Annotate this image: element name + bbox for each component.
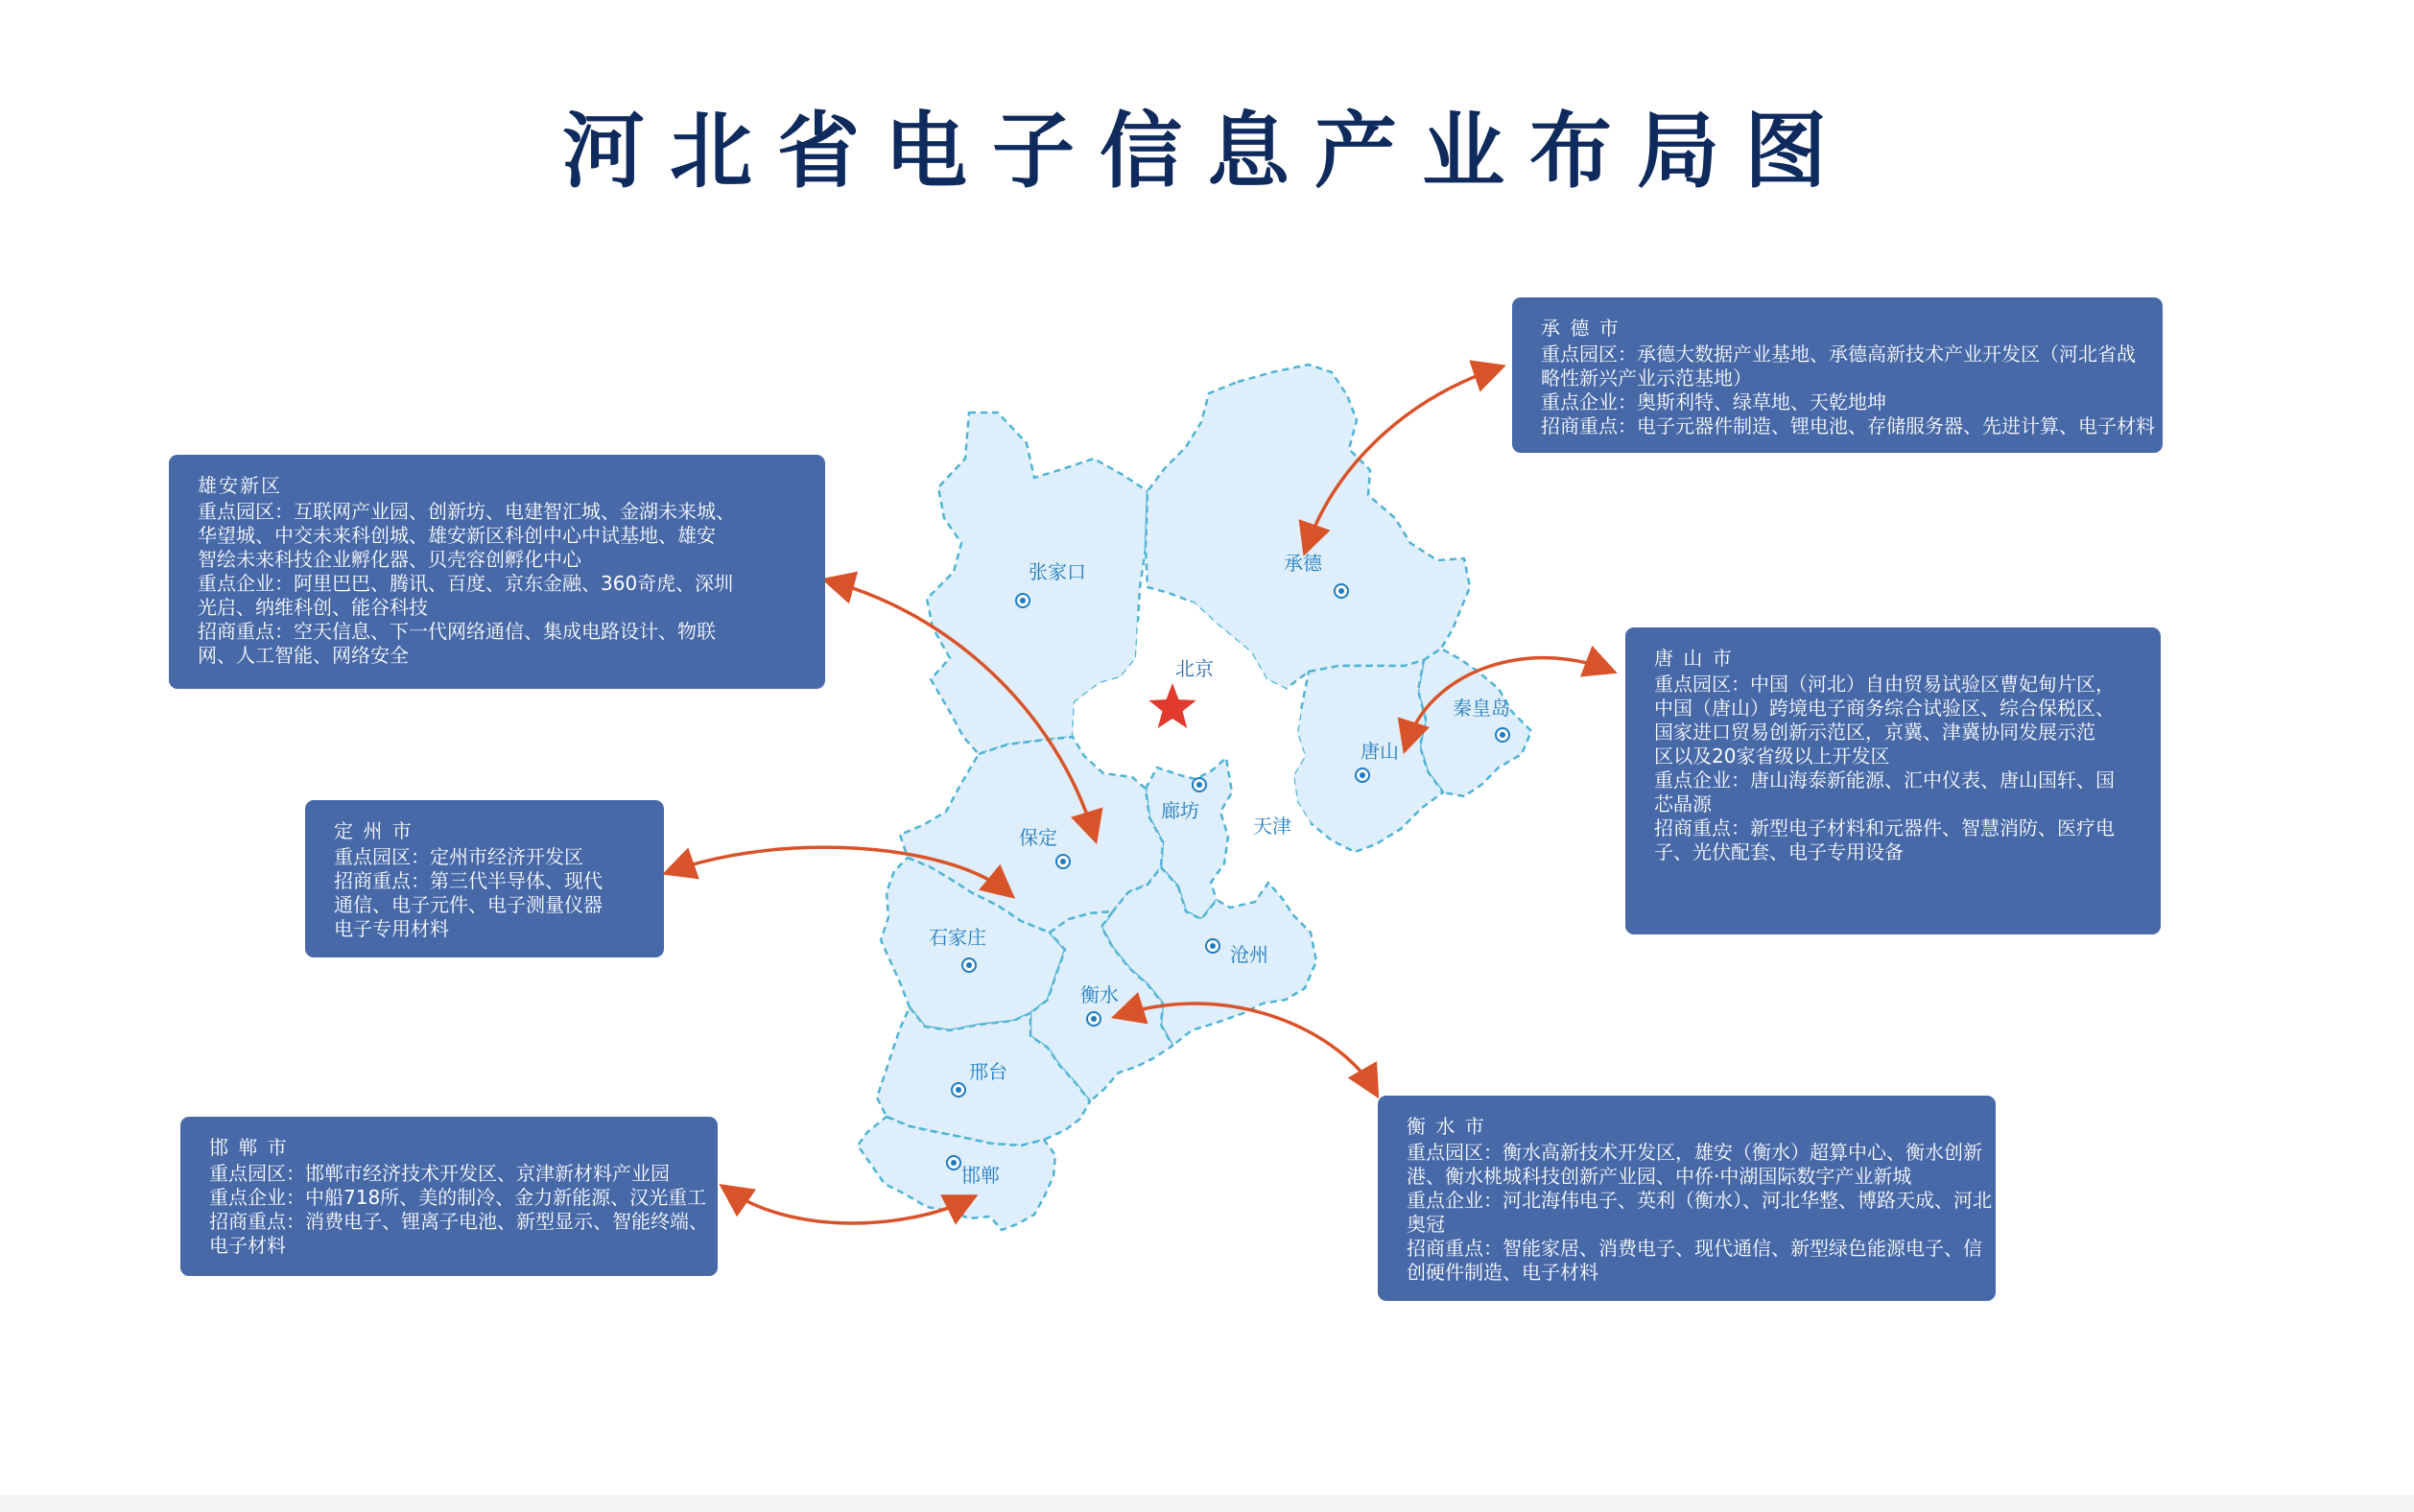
box-title-chengde: 承 德 市 [1541,317,1621,340]
city-label-zhangjiakou: 张家口 [1029,560,1086,583]
box-line: 招商重点：消费电子、锂离子电池、新型显示、智能终端、 [209,1210,708,1233]
city-label-qinhuangdao: 秦皇岛 [1453,697,1510,720]
box-line: 重点企业：阿里巴巴、腾讯、百度、京东金融、360奇虎、深圳 [198,572,734,595]
box-line: 招商重点：智能家居、消费电子、现代通信、新型绿色能源电子、信 [1407,1237,1982,1260]
info-box-dingzhou [305,800,664,957]
info-box-tangshan [1625,627,2161,934]
box-title-tangshan: 唐 山 市 [1654,647,1734,670]
box-line: 电子专用材料 [334,917,449,940]
city-label-baoding: 保定 [1019,826,1057,849]
box-line: 网、人工智能、网络安全 [198,644,409,667]
box-line: 创硬件制造、电子材料 [1407,1261,1598,1284]
city-marker-dot [966,962,972,968]
box-line: 重点园区：衡水高新技术开发区，雄安（衡水）超算中心、衡水创新 [1407,1141,1982,1164]
box-line: 招商重点：新型电子材料和元器件、智慧消防、医疗电 [1654,816,2115,839]
box-line: 重点企业：河北海伟电子、英利（衡水）、河北华整、博路天成、河北 [1407,1189,1992,1212]
box-line: 重点企业：中船718所、美的制冷、金力新能源、汉光重工 [209,1186,707,1209]
city-label-hengshui: 衡水 [1080,983,1119,1006]
info-box-chengde [1512,297,2163,453]
box-line: 略性新兴产业示范基地） [1541,366,1752,390]
city-marker-dot [1091,1016,1097,1022]
box-line: 国家进口贸易创新示范区，京冀、津冀协同发展示范 [1654,721,2095,744]
box-line: 芯晶源 [1654,792,1712,815]
city-marker-dot [1020,598,1026,603]
city-marker-dot [1500,732,1505,738]
city-marker-dot [951,1160,957,1166]
box-line: 招商重点：第三代半导体、现代 [334,869,603,892]
tianjin-label: 天津 [1253,815,1291,838]
info-box-handan [180,1117,718,1276]
city-label-langfang: 廊坊 [1161,799,1199,822]
city-marker-dot [1360,772,1365,778]
box-line: 中国（唐山）跨境电子商务综合试验区、综合保税区、 [1654,697,2115,720]
city-label-tangshan: 唐山 [1361,740,1399,763]
box-line: 招商重点：空天信息、下一代网络通信、集成电路设计、物联 [198,620,716,643]
info-box-hengshui [1378,1096,1996,1301]
box-line: 电子材料 [209,1234,286,1257]
box-line: 重点园区：定州市经济开发区 [334,845,583,868]
box-title-handan: 邯 郸 市 [209,1136,289,1159]
city-marker-dot [1196,782,1202,788]
box-line: 区以及20家省级以上开发区 [1654,744,1890,768]
box-line: 华望城、中交未来科创城、雄安新区科创中心中试基地、雄安 [198,524,716,547]
city-label-xingtai: 邢台 [969,1060,1007,1083]
box-line: 通信、电子元件、电子测量仪器 [334,893,603,916]
city-label-shijiazhuang: 石家庄 [929,926,986,949]
city-marker-dot [1060,859,1066,864]
city-label-cangzhou: 沧州 [1230,943,1268,966]
box-line: 重点园区：邯郸市经济技术开发区、京津新材料产业园 [209,1162,670,1185]
city-label-chengde: 承德 [1284,552,1322,575]
box-title-dingzhou: 定 州 市 [334,819,414,842]
box-title-hengshui: 衡 水 市 [1407,1115,1486,1138]
box-line: 重点园区：中国（河北）自由贸易试验区曹妃甸片区， [1654,673,2115,696]
box-line: 子、光伏配套、电子专用设备 [1654,840,1904,863]
box-line: 重点企业：奥斯利特、绿草地、天乾地坤 [1541,390,1886,413]
box-line: 重点企业：唐山海泰新能源、汇中仪表、唐山国轩、国 [1654,768,2115,791]
box-title-xiongan: 雄安新区 [198,474,282,497]
box-line: 招商重点：电子元器件制造、锂电池、存储服务器、先进计算、电子材料 [1541,414,2155,437]
city-marker-dot [1338,588,1344,594]
city-label-handan: 邯郸 [961,1164,1000,1187]
info-box-xiongan [169,455,825,689]
city-marker-dot [956,1087,961,1093]
page-title: 河北省电子信息产业布局图 [562,103,1852,200]
city-marker-dot [1210,943,1216,949]
box-line: 港、衡水桃城科技创新产业园、中侨·中湖国际数字产业新城 [1407,1165,1912,1188]
box-line: 重点园区：互联网产业园、创新坊、电建智汇城、金湖未来城、 [198,500,735,523]
beijing-label: 北京 [1175,657,1214,680]
box-line: 重点园区：承德大数据产业基地、承德高新技术产业开发区（河北省战 [1541,343,2136,366]
box-line: 智绘未来科技企业孵化器、贝壳容创孵化中心 [198,548,581,571]
box-line: 光启、纳维科创、能谷科技 [198,596,428,619]
box-line: 奥冠 [1407,1213,1445,1236]
footer-strip [0,1495,2414,1512]
